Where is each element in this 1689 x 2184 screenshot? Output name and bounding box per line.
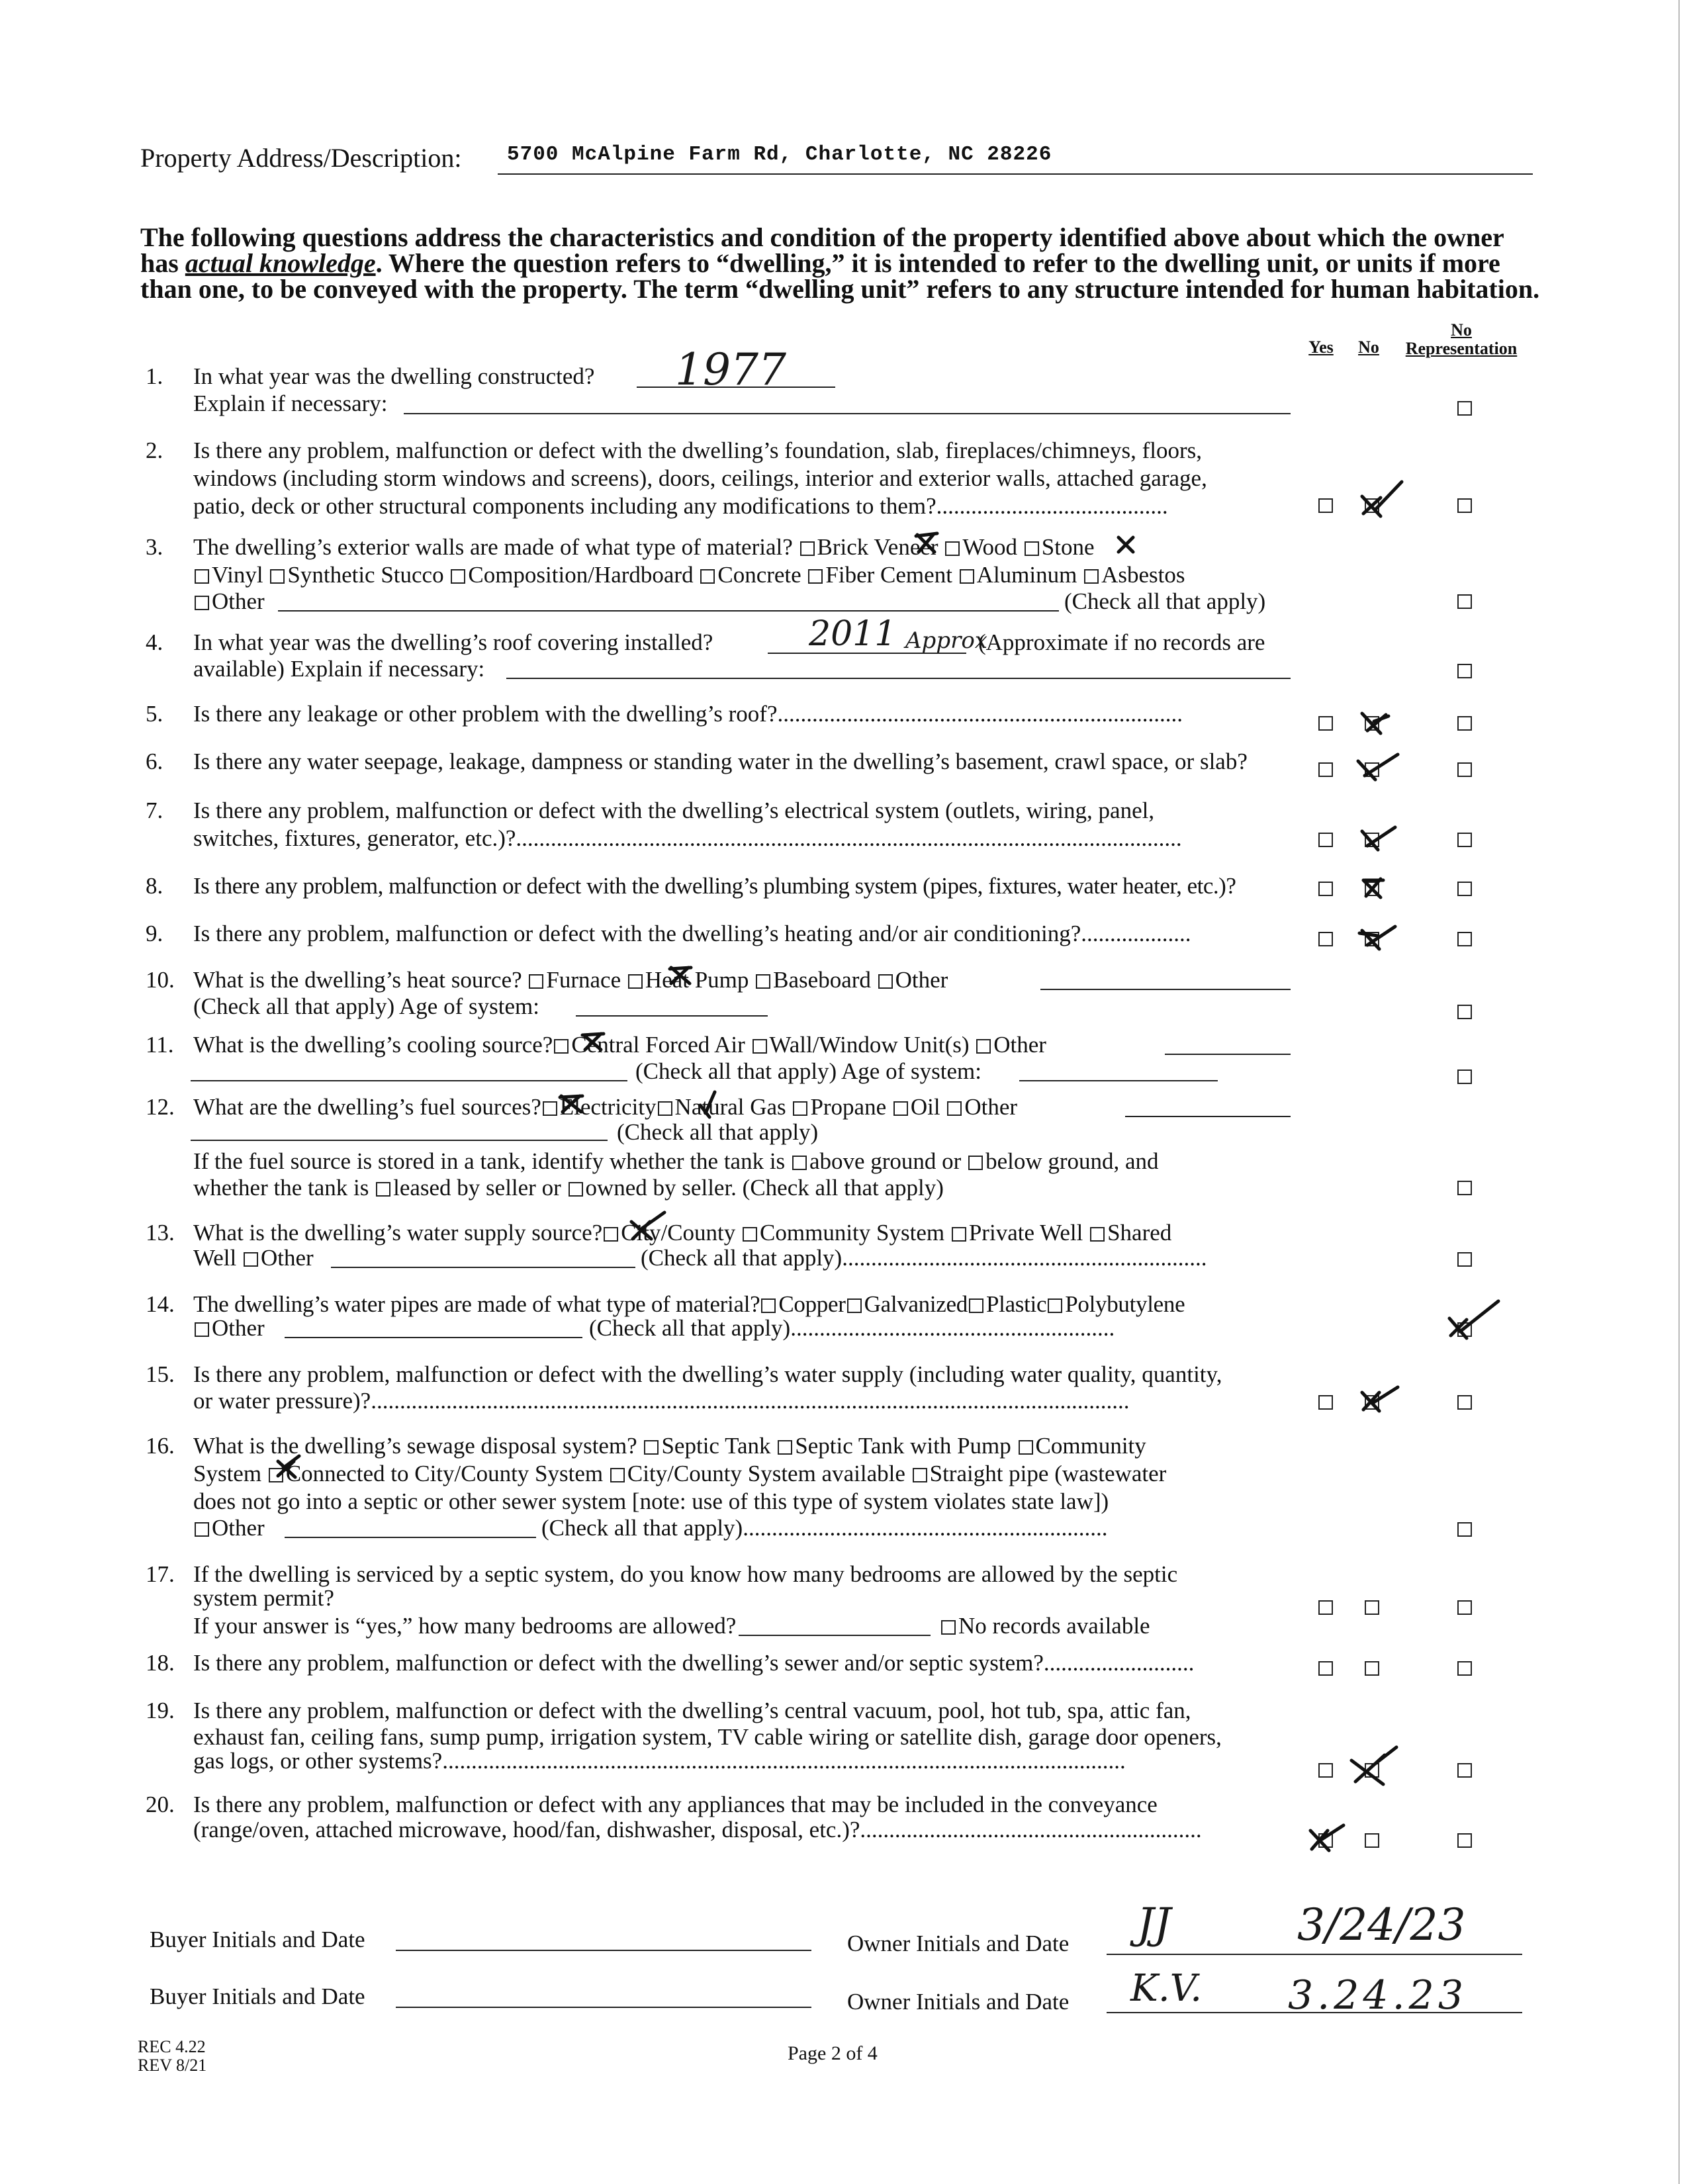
footer-rev-1: REC 4.22: [138, 2037, 206, 2056]
q12-num: 12.: [146, 1094, 175, 1120]
q10-heatpump-mark: [670, 968, 691, 983]
q4-num: 4.: [146, 629, 163, 655]
q1-explain: Explain if necessary:: [193, 390, 388, 416]
q11-line-2: (Check all that apply) Age of system:: [635, 1058, 981, 1084]
intro-line-2: has actual knowledge. Where the question refers to “dwelling,” it is intended to refer to the dwelling unit, or units if more: [140, 248, 1500, 278]
q15-line-1: Is there any problem, malfunction or defect with the dwelling’s water supply (including water quality, quantity,: [193, 1361, 1222, 1387]
owner-date-handwritten-2: 3.24.23: [1288, 1972, 1468, 2019]
q17-no-records: No records available: [940, 1612, 1150, 1639]
q12-electricity-mark: [560, 1096, 582, 1112]
q20-line-1: Is there any problem, malfunction or defect with any appliances that may be included in the conveyance: [193, 1792, 1158, 1817]
q4-text: In what year was the dwelling’s roof covering installed?: [193, 629, 713, 655]
q18-num: 18.: [146, 1650, 175, 1676]
q2-no-mark: [1362, 482, 1402, 516]
q11-num: 11.: [146, 1032, 174, 1058]
q12-line-3: If the fuel source is stored in a tank, identify whether the tank is above ground or below ground, and: [193, 1148, 1159, 1174]
owner-initials-handwritten-1: JJ: [1137, 1899, 1171, 1948]
q17-line-1: If the dwelling is serviced by a septic system, do you know how many bedrooms are allowed by the septic: [193, 1561, 1178, 1587]
page-number: Page 2 of 4: [788, 2042, 878, 2064]
q1-text: In what year was the dwelling constructed?: [193, 363, 595, 389]
q13-city-mark: [631, 1212, 664, 1239]
q15-no-mark: [1362, 1387, 1398, 1411]
scan-edge: [1678, 0, 1680, 2184]
q2-line-2: windows (including storm windows and screens), doors, ceilings, interior and exterior walls, attached garage,: [193, 465, 1207, 491]
q17-line-3: If your answer is “yes,” how many bedrooms are allowed?: [193, 1613, 737, 1639]
q13-check-all: (Check all that apply)...............................................................: [641, 1245, 1207, 1271]
owner-initials-label-2: Owner Initials and Date: [847, 1989, 1070, 2015]
q16-line-2: System Connected to City/County System City/County System available Straight pipe (wastewater: [193, 1461, 1167, 1486]
q6-text: Is there any water seepage, leakage, dampness or standing water in the dwelling’s basement, crawl space, or slab?: [193, 749, 1248, 774]
q8-text: Is there any problem, malfunction or defect with the dwelling’s plumbing system (pipes, fixtures, water heater, etc.)?: [193, 873, 1236, 899]
q7-line-2: switches, fixtures, generator, etc.)?...................................................................................................................: [193, 825, 1182, 851]
q8-no-mark: [1363, 879, 1383, 897]
q1-year-handwritten: 1977: [675, 344, 786, 395]
owner-initials-handwritten-2: K.V.: [1130, 1967, 1203, 2010]
q14-check-all: (Check all that apply)........................................................: [589, 1315, 1115, 1341]
q9-num: 9.: [146, 921, 163, 946]
q12-line-1: What are the dwelling’s fuel sources? Electricity Natural Gas Propane Oil Other: [193, 1094, 1018, 1120]
q8-num: 8.: [146, 873, 163, 899]
q19-line-2: exhaust fan, ceiling fans, sump pump, irrigation system, TV cable wiring or satellite dish, garage door openers,: [193, 1724, 1222, 1750]
q10-num: 10.: [146, 967, 175, 993]
owner-date-handwritten-1: 3/24/23: [1297, 1899, 1466, 1950]
q3-line-1: The dwelling’s exterior walls are made of what type of material? Brick Veneer Wood Stone: [193, 534, 1095, 560]
q19-line-1: Is there any problem, malfunction or defect with the dwelling’s central vacuum, pool, hot tub, spa, attic fan,: [193, 1698, 1191, 1723]
q3-brick-mark: [916, 533, 937, 552]
col-no: No: [1358, 338, 1379, 357]
q5-no-mark: [1362, 713, 1389, 733]
q15-line-2: or water pressure)?...................................................................................................................................: [193, 1388, 1130, 1414]
q14-line-1: The dwelling’s water pipes are made of what type of material? Copper Galvanized Plastic Polybutylene: [193, 1291, 1185, 1317]
buyer-initials-line-2[interactable]: [396, 2007, 811, 2008]
col-norep-1: No: [1451, 320, 1472, 340]
q18-text: Is there any problem, malfunction or defect with the dwelling’s sewer and/or septic system?..........................: [193, 1650, 1195, 1676]
q4-explain: available) Explain if necessary:: [193, 656, 485, 682]
q14-line-2: Other: [193, 1314, 265, 1342]
q4-approx-handwritten: Approx: [905, 627, 987, 654]
q12-check-all: (Check all that apply): [617, 1119, 819, 1145]
q10-line-2: (Check all that apply) Age of system:: [193, 993, 539, 1019]
q6-no-mark: [1358, 754, 1398, 780]
q3-wood-mark: [1118, 537, 1133, 552]
q3-num: 3.: [146, 534, 163, 560]
col-norep-2: Representation: [1405, 339, 1518, 358]
q2-num: 2.: [146, 437, 163, 463]
q13-num: 13.: [146, 1220, 175, 1246]
q19-line-3: gas logs, or other systems?......................................................................................................................: [193, 1748, 1126, 1774]
q9-text: Is there any problem, malfunction or defect with the dwelling’s heating and/or air conditioning?...................: [193, 921, 1191, 946]
q16-check-all: (Check all that apply)...............................................................: [541, 1515, 1108, 1541]
q9-no-mark: [1359, 927, 1395, 949]
address-value: 5700 McAlpine Farm Rd, Charlotte, NC 28226: [507, 143, 1052, 166]
q6-num: 6.: [146, 749, 163, 774]
q20-num: 20.: [146, 1792, 175, 1817]
q7-no-mark: [1362, 827, 1395, 850]
q3-check-all: (Check all that apply): [1064, 588, 1266, 614]
intro-line-1: The following questions address the characteristics and condition of the property identified above about which the owner: [140, 222, 1504, 252]
q12-gas-mark: [700, 1092, 715, 1117]
q4-approx-note: (Approximate if no records are: [978, 629, 1265, 655]
q19-no-mark: [1351, 1747, 1396, 1784]
q11-line-1: What is the dwelling’s cooling source? Central Forced Air Wall/Window Unit(s) Other: [193, 1032, 1046, 1058]
q16-line-4: Other: [193, 1514, 265, 1541]
q14-num: 14.: [146, 1291, 175, 1317]
q1-num: 1.: [146, 363, 163, 389]
q16-line-1: What is the dwelling’s sewage disposal system? Septic Tank Septic Tank with Pump Community: [193, 1433, 1146, 1459]
q13-line-1: What is the dwelling’s water supply source? City/County Community System Private Well Shared: [193, 1220, 1172, 1246]
intro-line-3: than one, to be conveyed with the property. The term “dwelling unit” refers to any structure intended for human habitation.: [140, 274, 1540, 304]
q16-line-3: does not go into a septic or other sewer system [note: use of this type of system violates state law]): [193, 1488, 1109, 1514]
q13-line-2: Well Other: [193, 1245, 314, 1271]
q5-text: Is there any leakage or other problem with the dwelling’s roof?......................................................................: [193, 701, 1183, 727]
q14-norep-mark: [1449, 1301, 1498, 1338]
q17-line-2: system permit?: [193, 1585, 334, 1611]
q16-num: 16.: [146, 1433, 175, 1459]
q12-line-4: whether the tank is leased by seller or owned by seller. (Check all that apply): [193, 1175, 944, 1201]
footer-rev-2: REV 8/21: [138, 2056, 207, 2075]
q3-line-2: Vinyl Synthetic Stucco Composition/Hardboard Concrete Fiber Cement Aluminum Asbestos: [193, 561, 1185, 588]
q4-year-handwritten: 2011: [809, 614, 897, 654]
q10-line-1: What is the dwelling’s heat source? Furnace Heat Pump Baseboard Other: [193, 967, 948, 993]
q2-line-1: Is there any problem, malfunction or defect with the dwelling’s foundation, slab, fireplaces/chimneys, floors,: [193, 437, 1203, 463]
q7-num: 7.: [146, 797, 163, 823]
address-label: Property Address/Description:: [140, 143, 462, 173]
q15-num: 15.: [146, 1361, 175, 1387]
q7-line-1: Is there any problem, malfunction or defect with the dwelling’s electrical system (outlets, wiring, panel,: [193, 797, 1155, 823]
col-yes: Yes: [1308, 338, 1334, 357]
owner-initials-line-1[interactable]: [1107, 1954, 1522, 1955]
buyer-initials-label-2: Buyer Initials and Date: [150, 1983, 365, 2009]
buyer-initials-label-1: Buyer Initials and Date: [150, 1927, 365, 1952]
q19-num: 19.: [146, 1698, 175, 1723]
q5-num: 5.: [146, 701, 163, 727]
q16-connected-mark: [278, 1456, 299, 1477]
buyer-initials-line-1[interactable]: [396, 1950, 811, 1951]
owner-initials-label-1: Owner Initials and Date: [847, 1931, 1070, 1956]
q17-num: 17.: [146, 1561, 175, 1587]
q20-yes-mark: [1310, 1825, 1344, 1850]
q11-central-mark: [582, 1034, 604, 1050]
q2-line-3: patio, deck or other structural components including any modifications to them?........................................: [193, 493, 1168, 519]
q3-line-3: Other: [193, 588, 265, 615]
q20-line-2: (range/oven, attached microwave, hood/fan, dishwasher, disposal, etc.)?...........................................................: [193, 1817, 1202, 1843]
